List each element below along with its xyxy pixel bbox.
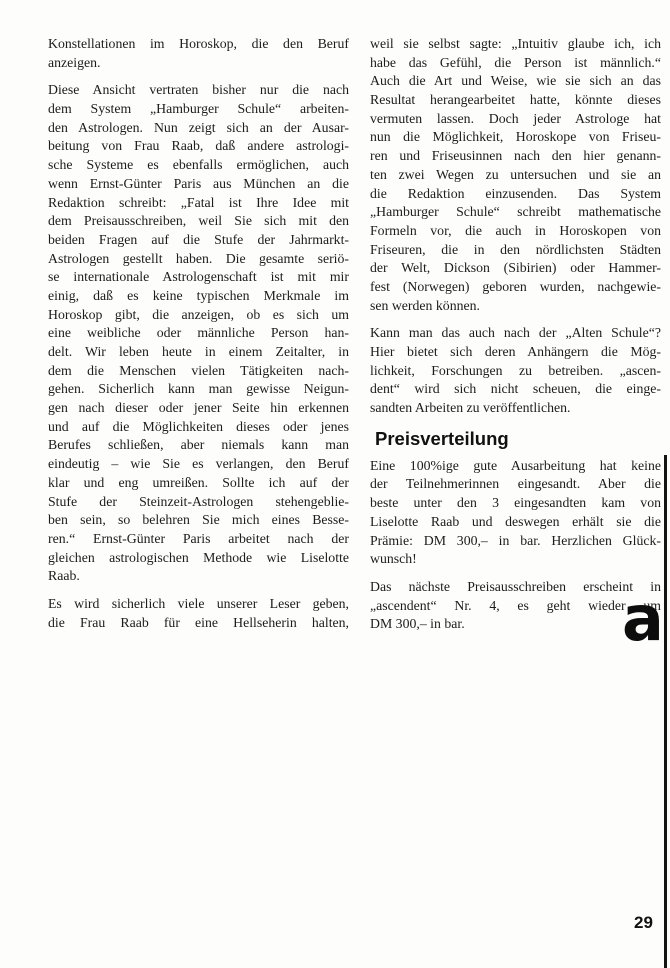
text-line: die Frau Raab für eine Hellseherin halten, [48,614,349,630]
text-line: Friseuren, die in den nördlichsten Städten [370,241,661,257]
paragraph [370,457,661,569]
text-line: fest (Norwegen) geboren wurden, nachgewie- [370,278,661,294]
text-line: gen nach dieser oder jener Seite hin erkennen [48,400,349,416]
text-line: der Welt, Dickson (Sibirien) oder Hammer- [370,260,661,276]
text-line: Hier bietet sich deren Anhängern die Mög- [370,344,661,359]
paragraph [370,35,661,315]
right-column [370,35,661,643]
text-line: wenn Ernst-Günter Paris aus München an die [48,175,349,191]
text-line: beitung von Frau Raab, daß andere astrologi- [48,138,349,154]
text-line: Es wird sicherlich viele unserer Leser geben, [48,595,349,611]
text-line: der Teilnehmerinnen eingesandt. Aber die [370,476,661,492]
text-line: Liselotte Raab und deswegen erhält sie die [370,513,661,529]
text-line: dem die Menschen vielen Tätigkeiten nach- [48,362,349,378]
text-line: se internationale Astrologenschaft ist mit mir [48,269,349,285]
text-line: delt. Wir leben heute in einem Zeitalter, in [48,344,349,359]
text-line: Konstellationen im Horoskop, die den Beruf [48,36,349,51]
text-line: ren und Friseusinnen nach den hier genann- [370,148,661,164]
text-line: lichkeit, Forschungen zu betreiben. „ascen- [370,362,661,378]
text-line: dent“ wird sich nicht scheuen, die einge- [370,381,661,397]
text-line: und auf die Möglichkeiten dieses oder jenes [48,418,349,434]
text-line: dem Preisausschreiben, weil Sie sich mit den [48,213,349,229]
text-line: habe das Gefühl, die Person ist männlich.“ [370,54,661,70]
text-line: beiden Fragen auf die Stufe der Jahrmarkt- [48,231,349,247]
text-line: Formeln vor, die auch in Horoskopen von [370,222,661,238]
text-line: Horoskop gibt, die anzeigen, ob es sich um [48,306,349,322]
ascendent-logo-a: a [622,582,662,655]
right-edge-rule [664,455,667,968]
text-line: nun die Möglichkeit, Horoskope von Friseu- [370,129,661,145]
text-line: „ascendent“ Nr. 4, es geht wieder um [370,597,661,613]
text-line: sen werden können. [370,297,480,313]
paragraph [370,578,661,634]
text-line: den Astrologen. Nun zeigt sich an der Ausar- [48,119,349,135]
paragraph [48,81,349,586]
text-line: vermuten lassen. Doch jeder Astrologe hat [370,110,661,126]
text-line: Stufe der Steinzeit-Astrologen stehengeblie- [48,493,349,509]
text-line: sche Systeme es ebenfalls ermöglichen, auch [48,157,349,173]
text-line: DM 300,– in bar. [370,616,465,632]
text-line: Auch die Art und Weise, wie sie sich an das [370,73,661,89]
text-line: beste unter den 3 eingesandten kam von [370,495,661,511]
text-line: gehen. Sicherlich kann man gewisse Neigun- [48,381,349,397]
text-line: wunsch! [370,551,417,567]
text-line: Eine 100%ige gute Ausarbeitung hat keine [370,457,661,473]
text-line: eine weibliche oder männliche Person han- [48,325,349,341]
paragraph [48,35,349,72]
text-line: einig, daß es keine typischen Merkmale im [48,287,349,303]
page-number: 29 [634,913,653,932]
text-line: Diese Ansicht vertraten bisher nur die nach [48,82,349,98]
text-line: eindeutig – wie Sie es verlangen, den Beruf [48,456,349,472]
text-line: ten zwei Wegen zu untersuchen und sie an [370,166,661,182]
text-line: Resultat herangearbeitet hatte, könnte dieses [370,92,661,108]
text-line: Astrologen gestellt haben. Die gesamte seriö- [48,250,349,266]
text-line: die Redaktion einzusenden. Das System [370,185,661,201]
left-column [48,35,349,641]
text-line: klar und eng umreißen. Sollte ich auf der [48,474,349,490]
text-line: Prämie: DM 300,– in bar. Herzlichen Glück- [370,532,661,548]
text-line: Kann man das auch nach der „Alten Schule“? [370,325,661,341]
text-line: dem System „Hamburger Schule“ arbeiten- [48,101,349,117]
text-line: Redaktion schreibt: „Fatal ist Ihre Idee mit [48,194,349,210]
text-line: Berufes schließen, aber niemals kann man [48,437,349,453]
paragraph [48,595,349,632]
text-line: anzeigen. [48,54,101,70]
text-line: sandten Arbeiten zu veröffentlichen. [370,400,571,416]
text-line: Das nächste Preisausschreiben erscheint in [370,578,661,594]
paragraph [370,324,661,417]
text-line: ben sein, so belehren Sie mich eines Besse- [48,512,349,528]
text-line: „Hamburger Schule“ schreibt mathematische [370,204,661,220]
section-heading: Preisverteilung [375,427,509,449]
text-line: ren.“ Ernst-Günter Paris arbeitet nach der [48,530,349,546]
text-line: gleichen astrologischen Methode wie Liselotte [48,549,349,565]
text-line: weil sie selbst sagte: „Intuitiv glaube ich, ich [370,36,661,51]
text-line: Raab. [48,568,80,584]
